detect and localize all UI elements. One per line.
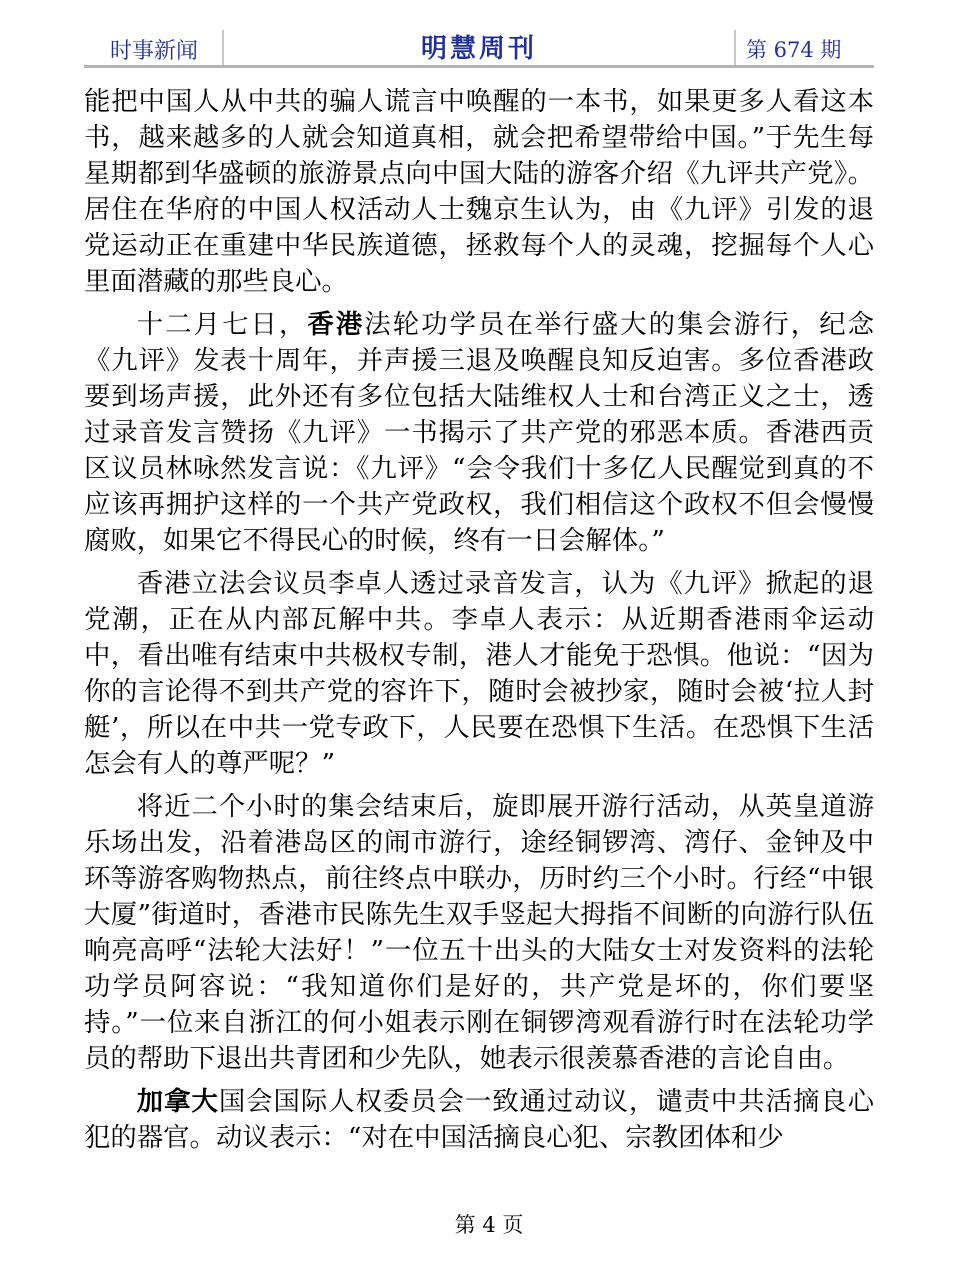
section-label: 时事新闻 (110, 39, 199, 64)
article-body (84, 84, 874, 1163)
location-highlight-canada: 加拿大 (136, 1086, 219, 1117)
paragraph-parade: 将近二个小时的集会结束后，旋即展开游行活动，从英皇道游乐场出发，沿着港岛区的闹市游行，途经铜锣湾、湾仔、金钟及中环等游客购物热点，前往终点中联办，历时约三个小时。行经“中银大厦”街道时，香港市民陈先生双手竖起大拇指不间断的向游行队伍响亮高呼“法轮大法好！”一位五十出头的大陆女士对发资料的法轮功学员阿容说：“我知道你们是好的，共产党是坏的，你们要坚持。”一位来自浙江的何小姐表示刚在铜锣湾观看游行时在法轮功学员的帮助下退出共青团和少先队，她表示很羡慕香港的言论自由。 (84, 791, 874, 1074)
paragraph-text: 国会国际人权委员会一致通过动议，谴责中共活摘良心犯的器官。动议表示：“对在中国活摘良心犯、宗教团体和少 (84, 1086, 875, 1153)
issue-number: 第 674 期 (746, 38, 842, 62)
location-highlight-hongkong: 香港 (307, 309, 365, 340)
paragraph-canada (84, 1084, 874, 1156)
header-divider-right (734, 30, 736, 66)
paragraph-continued: 能把中国人从中共的骗人谎言中唤醒的一本书，如果更多人看这本书，越来越多的人就会知道真相，就会把希望带给中国。”于先生每星期都到华盛顿的旅游景点向中国大陆的游客介绍《九评共产党》。居住在华府的中国人权活动人士魏京生认为，由《九评》引发的退党运动正在重建中华民族道德，拯救每个人的灵魂，挖掘每个人心里面潜藏的那些良心。 (84, 86, 874, 297)
publication-title: 明慧周刊 (420, 34, 537, 64)
paragraph-hongkong (84, 307, 874, 559)
paragraph-lee-cheuk-yan: 香港立法会议员李卓人透过录音发言，认为《九评》掀起的退党潮，正在从内部瓦解中共。李卓人表示：从近期香港雨伞运动中，看出唯有结束中共极权专制，港人才能免于恐惧。他说：“因为你的言论得不到共产党的容许下，随时会被抄家，随时会被‘拉人封艇’，所以在中共一党专政下，人民要在恐惧下生活。在恐惧下生活怎会有人的尊严呢？” (84, 568, 874, 779)
page-header (84, 30, 874, 68)
paragraph-lead: 十二月七日， (136, 309, 308, 340)
page-number: 第 4 页 (454, 1213, 524, 1237)
paragraph-text: 法轮功学员在举行盛大的集会游行，纪念《九评》发表十周年，并声援三退及唤醒良知反迫害。多位香港政要到场声援，此外还有多位包括大陆维权人士和台湾正义之士，透过录音发言赞扬《九评》一书揭示了共产党的邪恶本质。香港西贡区议员林咏然发言说：《九评》“会令我们十多亿人民醒觉到真的不应该再拥护这样的一个共产党政权，我们相信这个政权不但会慢慢腐败，如果它不得民心的时候，终有一日会解体。” (84, 309, 875, 556)
header-rule (84, 65, 874, 68)
